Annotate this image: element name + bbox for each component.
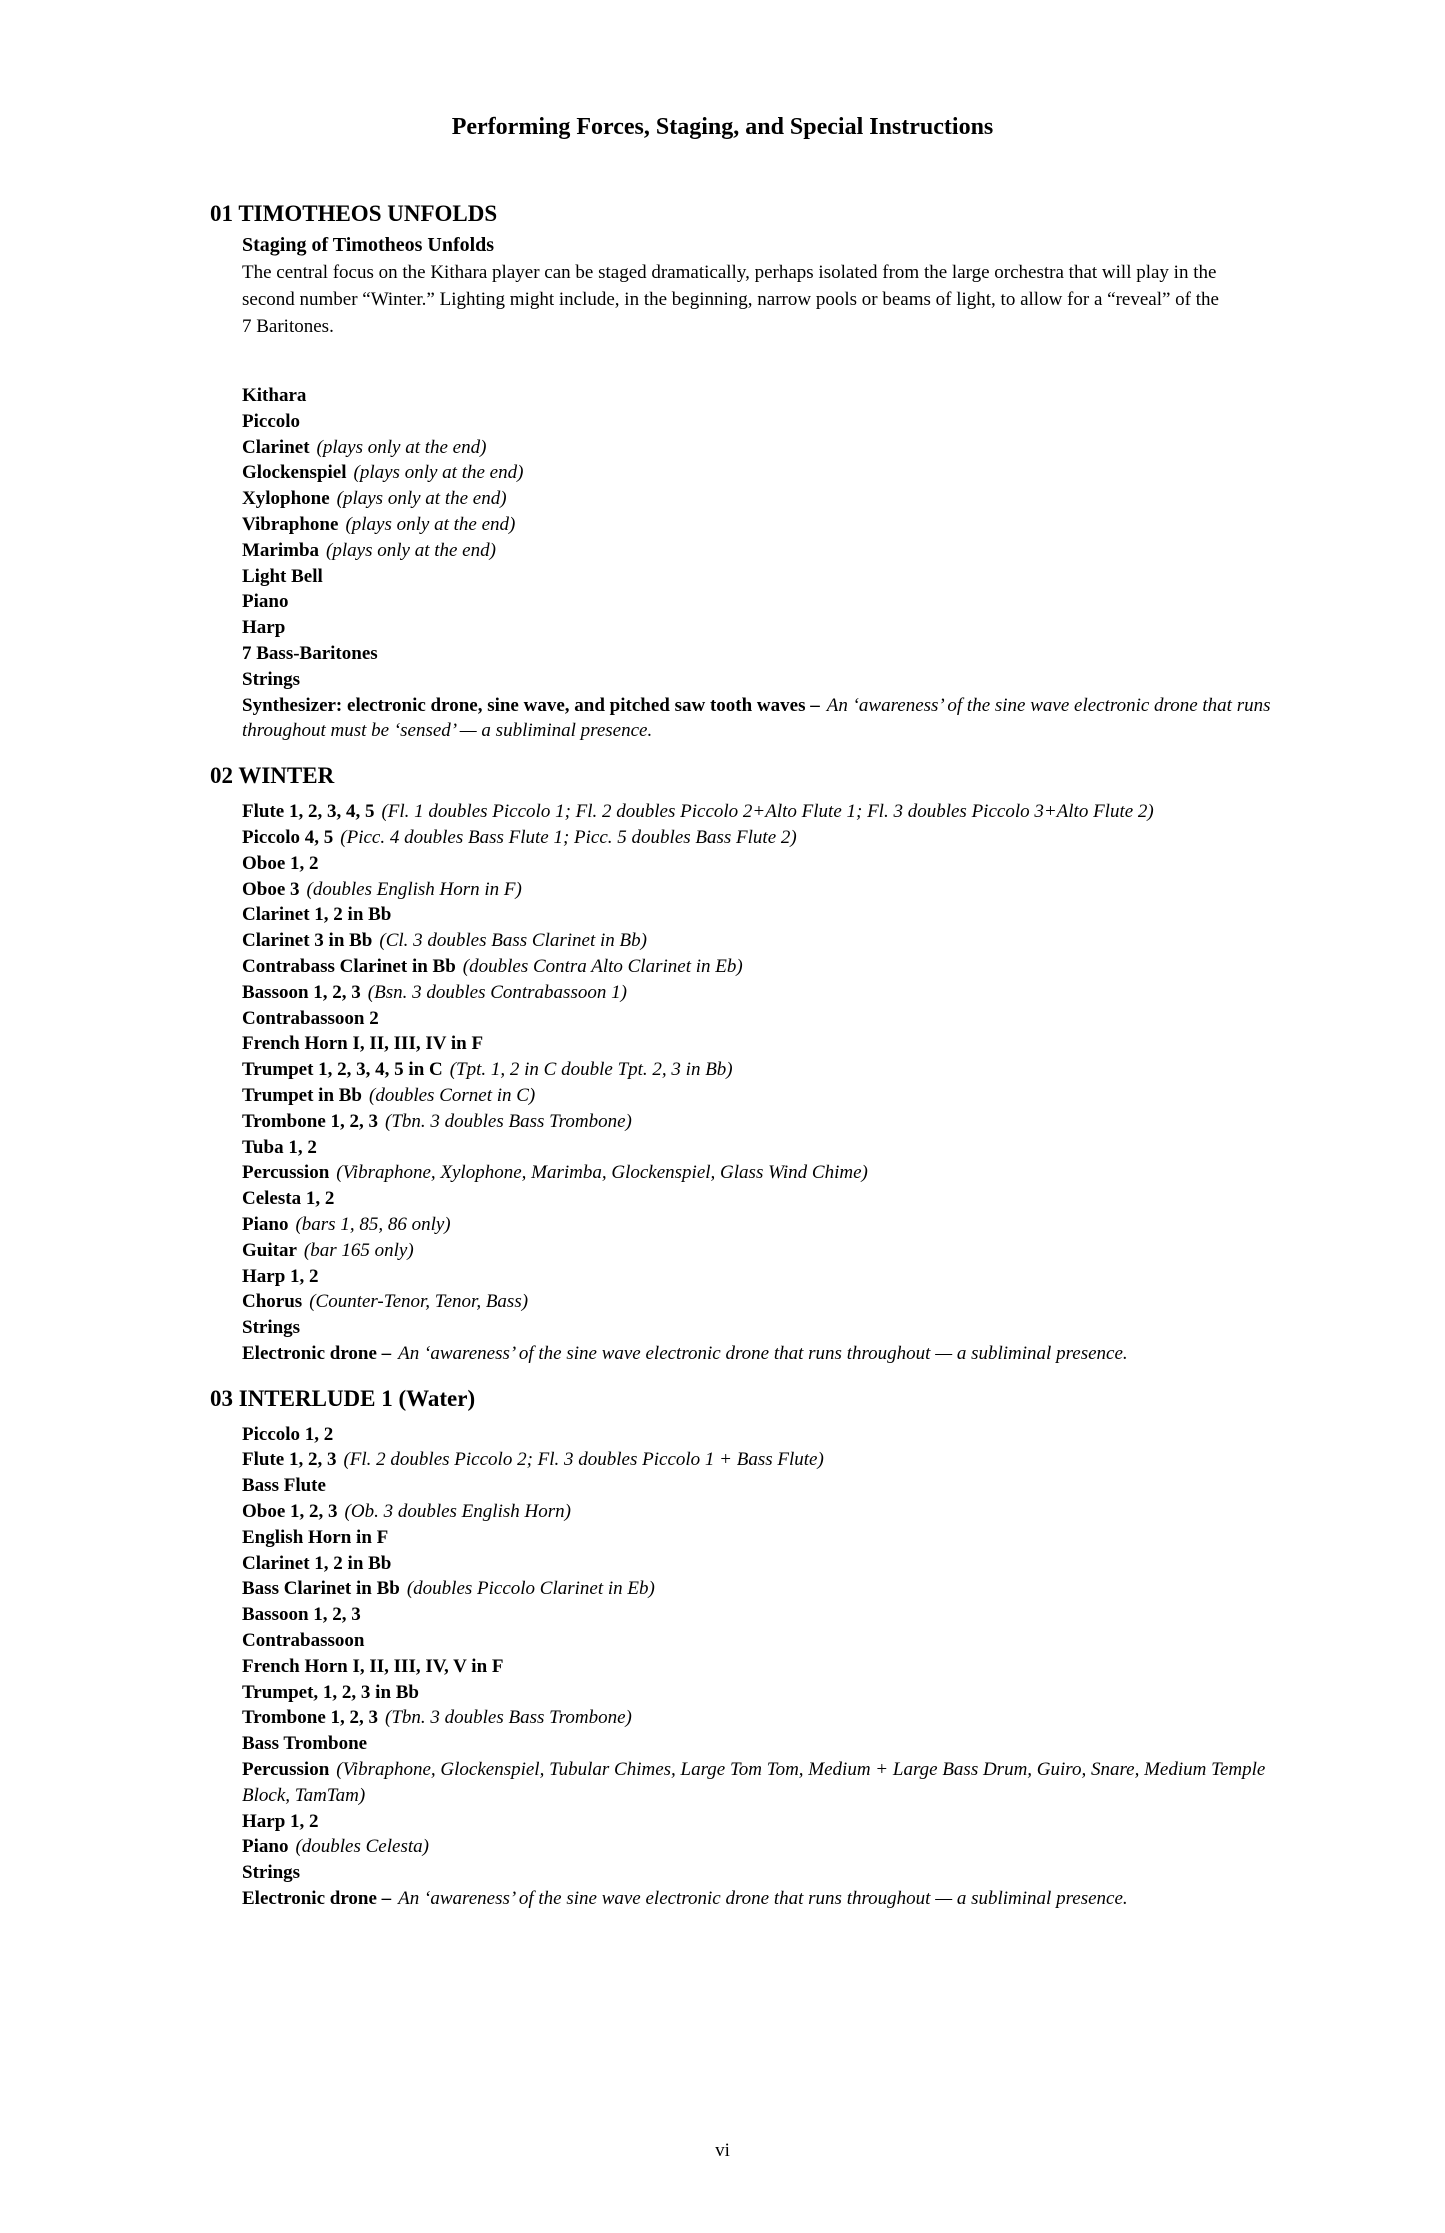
instrument-name: Contrabassoon 2 (242, 1007, 379, 1029)
instrument-item (242, 902, 1287, 928)
instrument-item (242, 1289, 1287, 1315)
instrument-name: Flute 1, 2, 3 (242, 1449, 337, 1471)
page-number: vi (715, 2140, 730, 2161)
instrument-item (242, 1860, 1287, 1886)
instrument-item (242, 1006, 1287, 1032)
instrument-item (242, 1886, 1287, 1912)
instrument-item (242, 512, 1287, 538)
instrument-note: (plays only at the end) (345, 513, 516, 535)
section-02-body (242, 799, 1275, 1367)
instrument-name: Piccolo 1, 2 (242, 1423, 334, 1445)
instrument-item (242, 1654, 1287, 1680)
section-01-number: 01 (210, 201, 233, 226)
instrument-name: Guitar (242, 1239, 297, 1261)
instrument-note: An ‘awareness’ of the sine wave electronic drone that runs throughout — a subliminal presence. (398, 1342, 1128, 1364)
instrument-item (242, 1031, 1287, 1057)
instrument-item (242, 1551, 1287, 1577)
instrument-note: (doubles Cornet in C) (369, 1084, 536, 1106)
instrument-name: Trombone 1, 2, 3 (242, 1707, 378, 1729)
instrument-note: (plays only at the end) (316, 436, 487, 458)
instrument-item (242, 928, 1287, 954)
instrument-name: Oboe 1, 2, 3 (242, 1501, 338, 1523)
instrument-item (242, 409, 1287, 435)
instrument-item (242, 1238, 1287, 1264)
section-02-instrument-list (242, 799, 1287, 1367)
instrument-item (242, 1264, 1287, 1290)
instrument-name: English Horn in F (242, 1526, 389, 1548)
instrument-name: Flute 1, 2, 3, 4, 5 (242, 801, 375, 823)
instrument-item (242, 1315, 1287, 1341)
instrument-name: Clarinet 3 in Bb (242, 930, 373, 952)
instrument-name: Vibraphone (242, 513, 339, 535)
instrument-item (242, 1341, 1287, 1367)
instrument-name: Piano (242, 1836, 289, 1858)
instrument-item (242, 486, 1287, 512)
instrument-name: Chorus (242, 1291, 303, 1313)
instrument-note: (Counter-Tenor, Tenor, Bass) (309, 1291, 529, 1313)
instrument-name: Piccolo 4, 5 (242, 826, 334, 848)
instrument-item (242, 1809, 1287, 1835)
instrument-name: Percussion (242, 1759, 330, 1781)
instrument-item (242, 1447, 1287, 1473)
instrument-item (242, 564, 1287, 590)
instrument-name: Bass Clarinet in Bb (242, 1578, 400, 1600)
instrument-item (242, 589, 1287, 615)
section-01-title: TIMOTHEOS UNFOLDS (238, 201, 498, 226)
instrument-note: (Fl. 1 doubles Piccolo 1; Fl. 2 doubles Piccolo 2+Alto Flute 1; Fl. 3 doubles Piccolo 3+Alto Flute 2) (381, 801, 1154, 823)
instrument-item (242, 1083, 1287, 1109)
instrument-note: (Vibraphone, Glockenspiel, Tubular Chimes, Large Tom Tom, Medium + Large Bass Drum, Guiro, Snare, Medium Temple Block, TamTam) (242, 1759, 1266, 1806)
instrument-name: Harp 1, 2 (242, 1810, 319, 1832)
instrument-name: Contrabass Clarinet in Bb (242, 955, 456, 977)
section-02-winter (210, 762, 1275, 1367)
instrument-note: (Tbn. 3 doubles Bass Trombone) (385, 1110, 632, 1132)
instrument-name: Clarinet 1, 2 in Bb (242, 904, 392, 926)
instrument-item (242, 1212, 1287, 1238)
instrument-name: Trumpet in Bb (242, 1084, 363, 1106)
instrument-name: Bassoon 1, 2, 3 (242, 981, 361, 1003)
section-02-title: WINTER (238, 763, 335, 789)
instrument-item (242, 615, 1287, 641)
instrument-name: Celesta 1, 2 (242, 1188, 335, 1210)
section-03-heading (210, 1385, 1275, 1413)
instrument-name: Harp 1, 2 (242, 1265, 319, 1287)
instrument-item (242, 1057, 1287, 1083)
instrument-item (242, 1602, 1287, 1628)
instrument-name: French Horn I, II, III, IV in F (242, 1033, 484, 1055)
staging-paragraph: The central focus on the Kithara player can be staged dramatically, perhaps isolated from the large orchestra that will play in the second number “Winter.” Lighting might include, in the beginning, narrow pools or beams of light, to allow for a “reveal” of the 7 Baritones. (242, 262, 1219, 337)
instrument-name: French Horn I, II, III, IV, V in F (242, 1655, 504, 1677)
page-content (210, 200, 1275, 1912)
instrument-item (242, 851, 1287, 877)
instrument-item (242, 383, 1287, 409)
section-01-instrument-list (242, 383, 1287, 744)
instrument-item (242, 1834, 1287, 1860)
instrument-note: An ‘awareness’ of the sine wave electronic drone that runs throughout must be ‘sensed’ — a subliminal presence. (242, 694, 1271, 742)
section-03-interlude-1-water (210, 1385, 1275, 1912)
instrument-item (242, 1705, 1287, 1731)
instrument-name: Percussion (242, 1162, 330, 1184)
instrument-name: Oboe 3 (242, 878, 300, 900)
section-02-number: 02 (210, 763, 233, 789)
instrument-item (242, 825, 1287, 851)
instrument-note: (bar 165 only) (303, 1239, 414, 1261)
instrument-note: (Vibraphone, Xylophone, Marimba, Glockenspiel, Glass Wind Chime) (336, 1162, 868, 1184)
page-title: Performing Forces, Staging, and Special Instructions (451, 114, 994, 140)
instrument-item (242, 1576, 1287, 1602)
section-03-instrument-list (242, 1422, 1287, 1912)
instrument-note: (Tbn. 3 doubles Bass Trombone) (385, 1707, 632, 1729)
instrument-name: Trombone 1, 2, 3 (242, 1110, 378, 1132)
staging-subheading: Staging of Timotheos Unfolds (242, 234, 495, 256)
instrument-item (242, 693, 1287, 745)
instrument-item (242, 1731, 1287, 1757)
instrument-item (242, 799, 1287, 825)
instrument-note: (plays only at the end) (326, 539, 496, 561)
instrument-name: Kithara (242, 385, 307, 406)
instrument-item (242, 538, 1287, 564)
instrument-item (242, 641, 1287, 667)
instrument-note: (bars 1, 85, 86 only) (295, 1213, 451, 1235)
instrument-name: Clarinet (242, 436, 310, 458)
instrument-name: Strings (242, 1317, 301, 1339)
section-01-body (242, 233, 1275, 744)
instrument-name: Light Bell (242, 565, 323, 587)
section-01-timotheos-unfolds (210, 200, 1275, 744)
instrument-item (242, 877, 1287, 903)
instrument-item (242, 667, 1287, 693)
instrument-item (242, 1422, 1287, 1448)
instrument-item (242, 460, 1287, 486)
instrument-item (242, 1473, 1287, 1499)
section-02-heading (210, 762, 1275, 790)
instrument-name: Clarinet 1, 2 in Bb (242, 1552, 392, 1574)
instrument-name: Piano (242, 591, 289, 613)
instrument-note: (Bsn. 3 doubles Contrabassoon 1) (367, 981, 627, 1003)
instrument-name: Strings (242, 1862, 301, 1884)
instrument-name: Harp (242, 617, 286, 639)
instrument-note: (Tpt. 1, 2 in C double Tpt. 2, 3 in Bb) (449, 1059, 733, 1081)
instrument-item (242, 1160, 1287, 1186)
instrument-note: (Cl. 3 doubles Bass Clarinet in Bb) (379, 930, 647, 952)
instrument-note: (plays only at the end) (353, 462, 524, 484)
instrument-note: (doubles English Horn in F) (306, 878, 522, 900)
instrument-note: (Picc. 4 doubles Bass Flute 1; Picc. 5 doubles Bass Flute 2) (340, 826, 797, 848)
instrument-name: Bass Flute (242, 1475, 326, 1497)
instrument-name: Xylophone (242, 488, 330, 510)
instrument-name: 7 Bass-Baritones (242, 642, 378, 664)
instrument-name: Electronic drone – (242, 1342, 392, 1364)
section-03-title: INTERLUDE 1 (Water) (238, 1385, 476, 1411)
instrument-item (242, 980, 1287, 1006)
instrument-name: Glockenspiel (242, 462, 347, 484)
instrument-item (242, 954, 1287, 980)
instrument-item (242, 1628, 1287, 1654)
instrument-name: Strings (242, 668, 301, 690)
instrument-name: Electronic drone – (242, 1888, 392, 1910)
section-03-number: 03 (210, 1385, 233, 1411)
instrument-name: Piano (242, 1213, 289, 1235)
instrument-note: (doubles Piccolo Clarinet in Eb) (406, 1578, 655, 1600)
instrument-item (242, 1109, 1287, 1135)
instrument-note: (doubles Celesta) (295, 1836, 429, 1858)
instrument-note: An ‘awareness’ of the sine wave electronic drone that runs throughout — a subliminal presence. (398, 1888, 1128, 1910)
instrument-name: Oboe 1, 2 (242, 852, 319, 874)
instrument-item (242, 1135, 1287, 1161)
section-01-heading (210, 200, 1275, 228)
instrument-name: Tuba 1, 2 (242, 1136, 317, 1158)
instrument-name: Trumpet 1, 2, 3, 4, 5 in C (242, 1059, 443, 1081)
instrument-note: (Fl. 2 doubles Piccolo 2; Fl. 3 doubles Piccolo 1 + Bass Flute) (343, 1449, 824, 1471)
instrument-item (242, 1186, 1287, 1212)
instrument-item (242, 1757, 1287, 1809)
instrument-name: Marimba (242, 539, 320, 561)
instrument-name: Contrabassoon (242, 1630, 365, 1652)
instrument-name: Synthesizer: electronic drone, sine wave, and pitched saw tooth waves – (242, 694, 820, 716)
instrument-name: Trumpet, 1, 2, 3 in Bb (242, 1681, 420, 1703)
instrument-note: (plays only at the end) (336, 488, 507, 510)
instrument-note: (doubles Contra Alto Clarinet in Eb) (462, 955, 743, 977)
instrument-item (242, 1525, 1287, 1551)
instrument-item (242, 1680, 1287, 1706)
instrument-item (242, 1499, 1287, 1525)
instrument-item (242, 435, 1287, 461)
instrument-name: Bass Trombone (242, 1733, 368, 1755)
instrument-name: Piccolo (242, 410, 301, 432)
section-03-body (242, 1422, 1275, 1912)
instrument-name: Bassoon 1, 2, 3 (242, 1604, 361, 1626)
instrument-note: (Ob. 3 doubles English Horn) (344, 1501, 571, 1523)
